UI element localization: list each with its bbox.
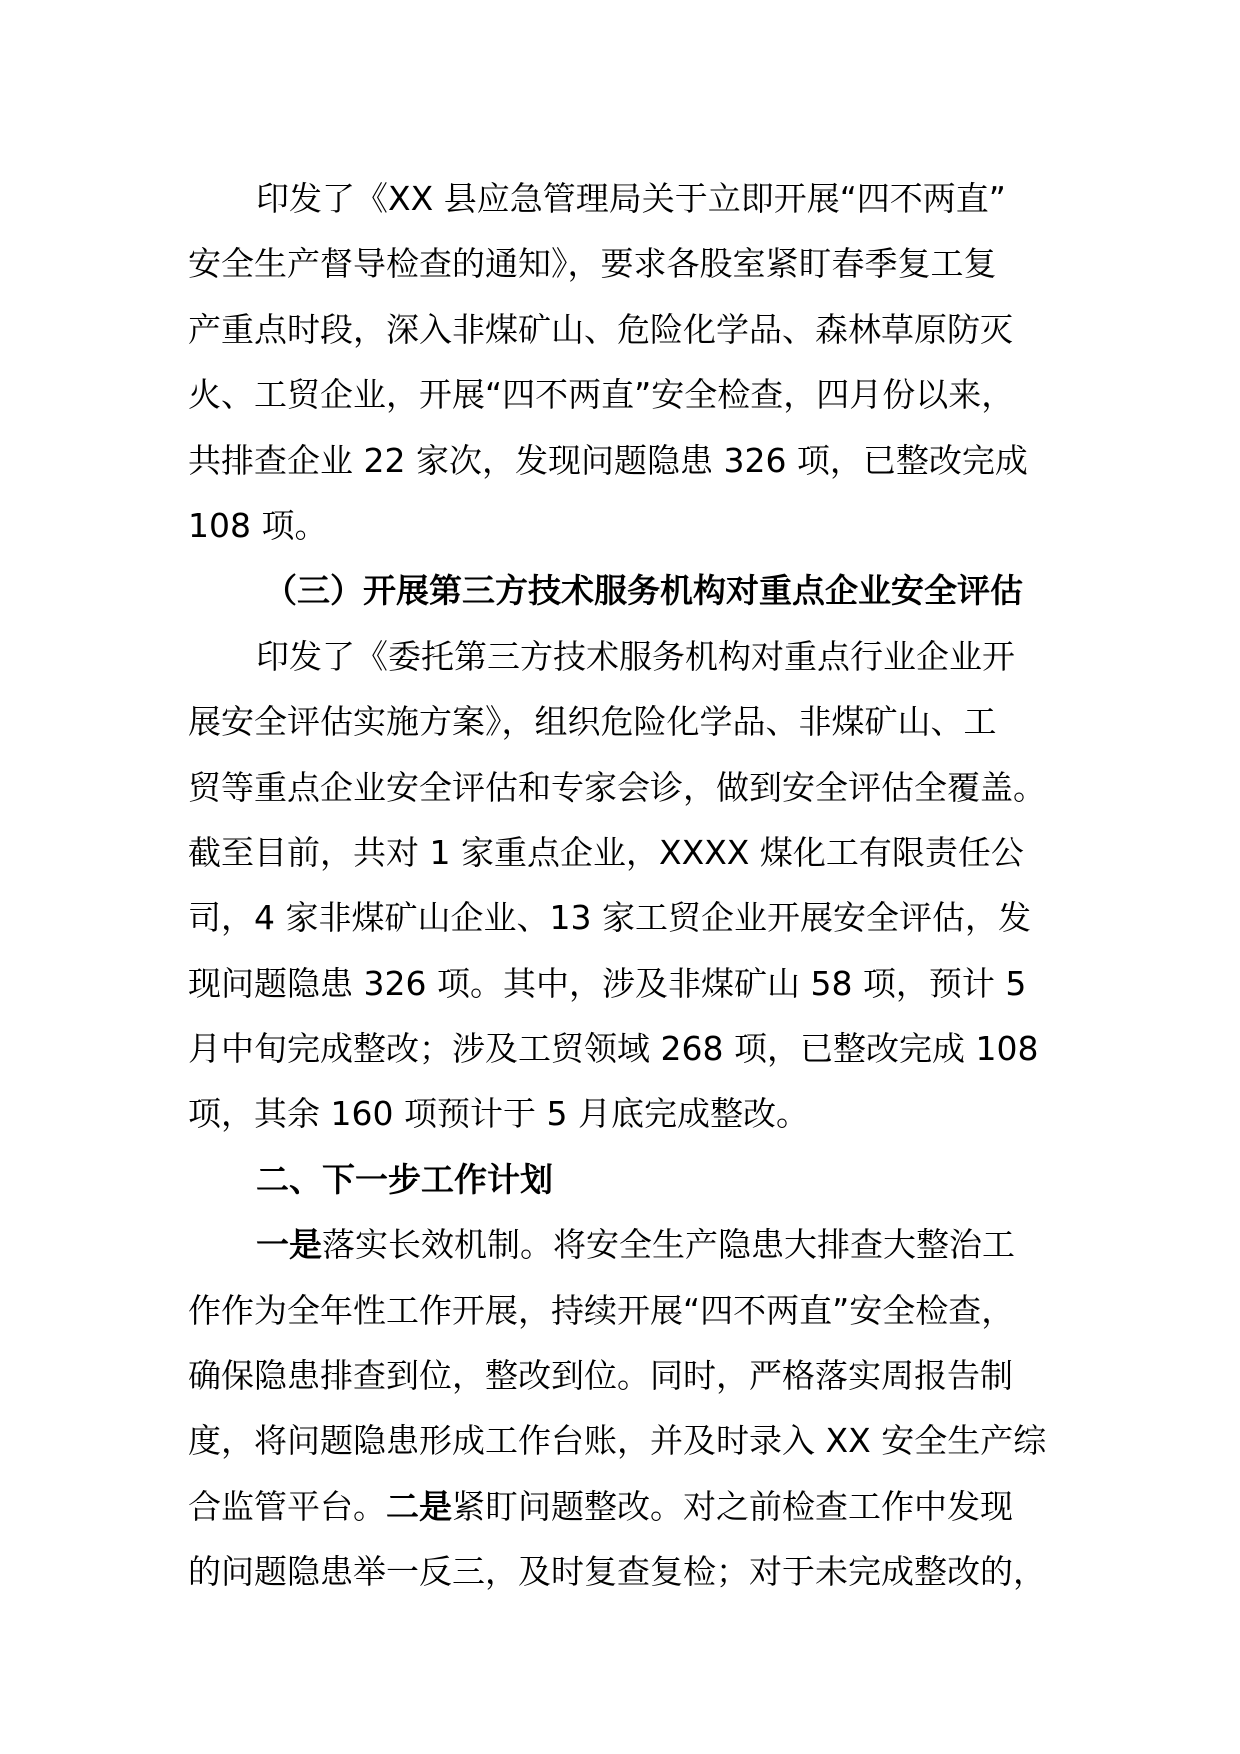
section-heading-3: （三）开展第三方技术服务机构对重点企业安全评估	[264, 571, 1023, 611]
para2-line-8: 项，其余 160 项预计于 5 月底完成整改。	[188, 1094, 809, 1134]
para3-line-1	[188, 1212, 1052, 1277]
para3-lead-1: 一是	[256, 1225, 322, 1265]
para3-lead-2: 二是	[386, 1486, 452, 1526]
para3-line-6: 的问题隐患举一反三，及时复查复检；对于未完成整改的，	[188, 1552, 1046, 1592]
para2-line-7: 月中旬完成整改；涉及工贸领域 268 项，已整改完成 108	[188, 1029, 1039, 1069]
para2-line-6: 现问题隐患 326 项。其中，涉及非煤矿山 58 项，预计 5	[188, 963, 1027, 1003]
para1-line-3: 产重点时段，深入非煤矿山、危险化学品、森林草原防灭	[188, 309, 1013, 349]
document-body	[188, 166, 1052, 1605]
para1-line-2: 安全生产督导检查的通知》，要求各股室紧盯春季复工复	[188, 244, 997, 284]
para1-line-6: 108 项。	[188, 505, 328, 545]
para2-line-1: 印发了《委托第三方技术服务机构对重点行业企业开	[256, 636, 1015, 676]
para3-line-1-text: 落实长效机制。将安全生产隐患大排查大整治工	[322, 1225, 1015, 1265]
para3-line-5-start: 合监管平台。	[188, 1486, 386, 1526]
para3-line-5	[188, 1474, 1052, 1539]
para2-line-3: 贸等重点企业安全评估和专家会诊，做到安全评估全覆盖。	[188, 767, 1046, 807]
para2-line-4: 截至目前，共对 1 家重点企业，XXXX 煤化工有限责任公	[188, 832, 1024, 872]
para3-line-2: 作作为全年性工作开展，持续开展“四不两直”安全检查，	[188, 1290, 1015, 1330]
para1-line-5: 共排查企业 22 家次，发现问题隐患 326 项，已整改完成	[188, 440, 1028, 480]
para1-line-4: 火、工贸企业，开展“四不两直”安全检查，四月份以来，	[188, 375, 1015, 415]
para2-line-2: 展安全评估实施方案》，组织危险化学品、非煤矿山、工	[188, 702, 997, 742]
para3-line-4: 度，将问题隐患形成工作台账，并及时录入 XX 安全生产综	[188, 1421, 1047, 1461]
section-heading-2: 二、下一步工作计划	[256, 1159, 553, 1199]
para1-line-1: 印发了《XX 县应急管理局关于立即开展“四不两直”	[256, 179, 1006, 218]
para3-line-5-text: 紧盯问题整改。对之前检查工作中发现	[452, 1486, 1013, 1526]
para3-line-3: 确保隐患排查到位，整改到位。同时，严格落实周报告制	[188, 1356, 1013, 1396]
para2-line-5: 司，4 家非煤矿山企业、13 家工贸企业开展安全评估，发	[188, 898, 1031, 938]
